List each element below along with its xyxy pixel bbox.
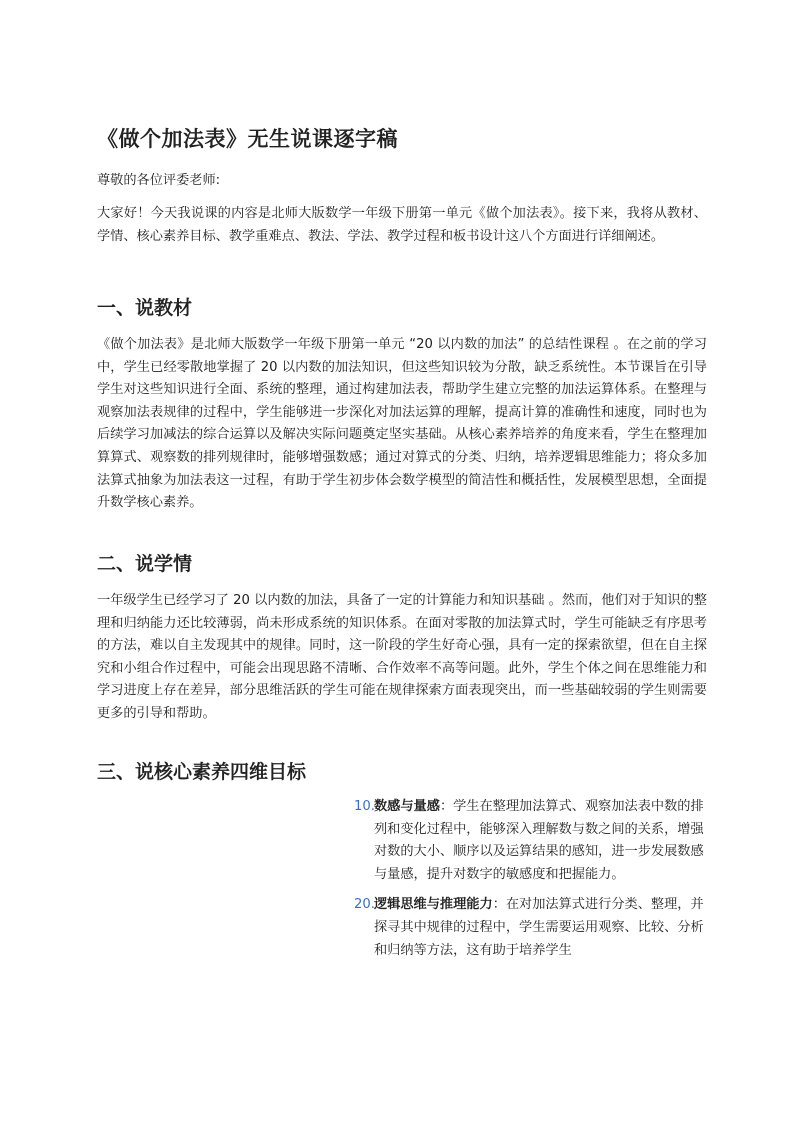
section-heading-goals: 三、说核心素养四维目标 (97, 761, 307, 783)
list-item-term: 数感与量感 (374, 799, 440, 814)
list-item (354, 894, 704, 962)
section-heading-students: 二、说学情 (97, 553, 193, 575)
list-item-number: 20. (354, 897, 375, 913)
document-title: 《做个加法表》无生说课逐字稿 (97, 127, 398, 151)
section-heading-textbook: 一、说教材 (97, 297, 193, 319)
list-item-term: 逻辑思维与推理能力 (374, 897, 493, 913)
list-item-number: 10. (354, 799, 375, 814)
list-item-text: ：在对加法算式进行分类、整理，并探寻其中规律的过程中，学生需要运用观察、比较、分析和归纳等方法，这有助于培养学生 (374, 897, 704, 958)
intro-paragraph: 大家好！今天我说课的内容是北师大版数学一年级下册第一单元《做个加法表》。接下来，我将从教材、学情、核心素养目标、教学重难点、教法、学法、教学过程和板书设计这八个方面进行详细阐述。 (97, 206, 707, 244)
list-item-text: ：学生在整理加法算式、观察加法表中数的排列和变化过程中，能够深入理解数与数之间的关系，增强对数的大小、顺序以及运算结果的感知，进一步发展数感与量感，提升对数字的敏感度和把握能力。 (374, 799, 704, 882)
list-item (354, 796, 704, 886)
section-text-textbook: 《做个加法表》是北师大版数学一年级下册第一单元 “20 以内数的加法” 的总结性课程 。在之前的学习中，学生已经零散地掌握了 20 以内数的加法知识，但这些知识较为分散，缺乏系统性。本节课旨在引导学生对这些知识进行全面、系统的整理，通过构建加法表，帮助学生建立完整的加法运算体系。在整理与观察加法表规律的过程中，学生能够进一步深化对加法运算的理解，提高计算的准确性和速度，同时也为后续学习加减法的综合运算以及解决实际问题奠定坚实基础。从核心素养培养的角度来看，学生在整理加算算式、观察数的排列规律时，能够增强数感；通过对算式的分类、归纳，培养逻辑思维能力；将众多加法算式抽象为加法表这一过程，有助于学生初步体会数学模型的简洁性和概括性，发展模型思想，全面提升数学核心素养。 (97, 337, 707, 511)
greeting: 尊敬的各位评委老师: (97, 173, 221, 188)
goals-list (354, 796, 704, 970)
section-text-students: 一年级学生已经学习了 20 以内数的加法，具备了一定的计算能力和知识基础 。然而，他们对于知识的整理和归纳能力还比较薄弱，尚未形成系统的知识体系。在面对零散的加法算式时，学生可能缺乏有序思考的方法，难以自主发现其中的规律。同时，这一阶段的学生好奇心强，具有一定的探索欲望，但在自主探究和小组合作过程中，可能会出现思路不清晰、合作效率不高等问题。此外，学生个体之间在思维能力和学习进度上存在差异，部分思维活跃的学生可能在规律探索方面表现突出，而一些基础较弱的学生则需要更多的引导和帮助。 (97, 593, 707, 721)
